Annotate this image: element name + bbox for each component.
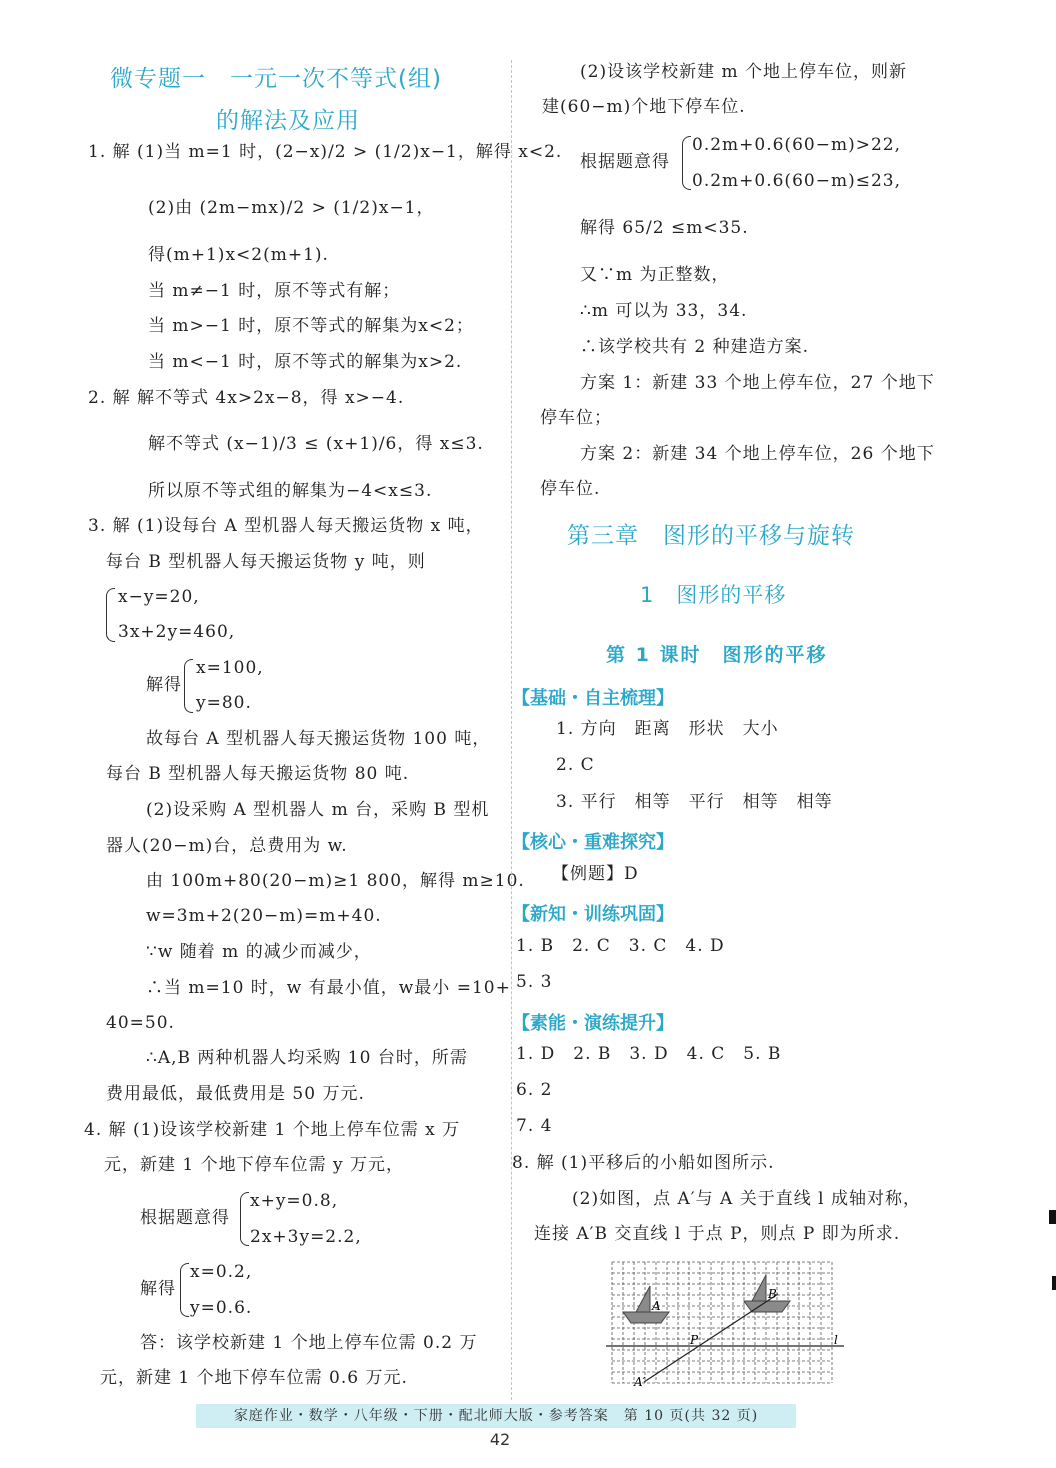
system-brace [180,1263,189,1317]
lesson-title: 第 1 课时 图形的平移 [606,644,828,666]
given-label: 根据题意得 [580,152,670,172]
system-brace [106,588,115,642]
system-brace [240,1192,249,1246]
answer-line: 1. B 2. C 3. C 4. D [516,936,725,956]
answer-4-line1: 4. 解 (1)设该学校新建 1 个地上停车位需 x 万 [84,1120,461,1140]
system-eq: x=0.2, [190,1262,253,1282]
edge-mark [1049,1210,1056,1224]
right-line4: 又∵m 为正整数， [580,265,730,285]
section-header-core: 【核心・重难探究】 [512,832,674,853]
answer-3-line11: 40=50. [106,1013,175,1033]
answer-1-line3: 得(m+1)x<2(m+1). [148,245,329,265]
answer-line: 2. C [556,755,595,775]
answer-line: (2)如图，点 A′与 A 关于直线 l 成轴对称， [572,1189,921,1209]
right-line6: ∴该学校共有 2 种建造方案. [580,337,810,357]
answer-3-line4: 每台 B 型机器人每天搬运货物 80 吨. [106,764,410,784]
answer-2-line3: 所以原不等式组的解集为−4<x≤3. [148,481,433,501]
edge-mark [1052,1276,1056,1290]
answer-line: 8. 解 (1)平移后的小船如图所示. [512,1153,775,1173]
answer-3-line3: 故每台 A 型机器人每天搬运货物 100 吨， [146,729,491,749]
answer-3-line10: ∴当 m=10 时，w 有最小值，w最小 =10+ [146,978,511,998]
answer-1-line1: 1. 解 (1)当 m=1 时，(2−x)/2 > (1/2)x−1，解得 x<2. [88,142,563,162]
section-header-improve: 【素能・演练提升】 [512,1013,674,1034]
system-brace [184,659,193,713]
section-header-basics: 【基础・自主梳理】 [512,688,674,709]
answer-line: 1. 方向 距离 形状 大小 [556,719,779,739]
system-eq: x−y=20, [118,587,200,607]
answer-line: 6. 2 [516,1080,553,1100]
answer-line: 3. 平行 相等 平行 相等 相等 [556,792,833,812]
section-header-practice: 【新知・训练巩固】 [512,904,674,925]
column-divider [511,60,512,1400]
label-b: B [768,1287,777,1301]
topic-title-line2: 的解法及应用 [216,108,360,134]
footer-banner: 家庭作业・数学・八年级・下册・配北师大版・参考答案 第 10 页(共 32 页) [196,1404,796,1428]
answer-3-line1: 3. 解 (1)设每台 A 型机器人每天搬运货物 x 吨， [88,516,484,536]
translated-boat [744,1275,790,1312]
answer-3-line13: 费用最低，最低费用是 50 万元. [106,1084,365,1104]
system-eq: 3x+2y=460, [118,622,236,642]
answer-line: 连接 A′B 交直线 l 于点 P，则点 P 即为所求. [534,1224,901,1244]
chapter-title: 第三章 图形的平移与旋转 [567,523,855,549]
right-line2: 建(60−m)个地下停车位. [542,97,746,117]
right-line1: (2)设该学校新建 m 个地上停车位，则新 [580,62,908,82]
label-a-prime: A′ [634,1375,646,1389]
system-eq: y=0.6. [190,1298,253,1318]
section-title: 1 图形的平移 [640,583,787,607]
system-eq: 0.2m+0.6(60−m)>22, [692,135,901,155]
answer-line: 7. 4 [516,1116,553,1136]
right-line9: 方案 2：新建 34 个地上停车位，26 个地下 [580,444,935,464]
system-eq: 2x+3y=2.2, [250,1227,362,1247]
answer-line: 1. D 2. B 3. D 4. C 5. B [516,1044,782,1064]
topic-title-line1: 微专题一 一元一次不等式(组) [110,66,442,92]
right-line10: 停车位. [540,479,601,499]
label-l: l [834,1333,838,1347]
answer-2-line1: 2. 解 解不等式 4x>2x−8，得 x>−4. [88,388,405,408]
answer-1-line4: 当 m≠−1 时，原不等式有解； [148,281,401,301]
system-eq: x+y=0.8, [250,1191,339,1211]
answer-line: 【例题】D [552,864,639,884]
system-brace [682,136,691,190]
answer-3-line5: (2)设采购 A 型机器人 m 台，采购 B 型机 [146,800,490,820]
answer-4-line4: 元，新建 1 个地下停车位需 0.6 万元. [100,1368,408,1388]
answer-4-line2: 元，新建 1 个地下停车位需 y 万元， [104,1155,405,1175]
answer-3-line6: 器人(20−m)台，总费用为 w. [106,836,348,856]
right-line7: 方案 1：新建 33 个地上停车位，27 个地下 [580,373,935,393]
system-eq: x=100, [196,658,264,678]
answer-1-line6: 当 m<−1 时，原不等式的解集为x>2. [148,352,463,372]
answer-3-line2: 每台 B 型机器人每天搬运货物 y 吨，则 [106,552,426,572]
translation-figure [606,1258,848,1390]
answer-1-line2: (2)由 (2m−mx)/2 > (1/2)x−1， [148,198,435,218]
answer-2-line2: 解不等式 (x−1)/3 ≤ (x+1)/6，得 x≤3. [148,434,484,454]
answer-3-line8: w=3m+2(20−m)=m+40. [146,906,382,926]
right-line5: ∴m 可以为 33，34. [580,301,748,321]
answer-3-line9: ∵w 随着 m 的减少而减少， [146,942,372,962]
system-eq: 0.2m+0.6(60−m)≤23, [692,171,901,191]
system-eq: y=80. [196,693,252,713]
label-a: A [652,1299,661,1313]
answer-1-line5: 当 m>−1 时，原不等式的解集为x<2； [148,316,474,336]
answer-4-line3: 答：该学校新建 1 个地上停车位需 0.2 万 [140,1333,478,1353]
label-p: P [690,1333,699,1347]
right-line3: 解得 65/2 ≤m<35. [580,218,749,238]
answer-line: 5. 3 [516,972,553,992]
page-number: 42 [489,1430,511,1449]
solution-label: 解得 [140,1279,176,1299]
given-label: 根据题意得 [140,1208,230,1228]
answer-3-line12: ∴A,B 两种机器人均采购 10 台时，所需 [146,1048,468,1068]
right-line8: 停车位； [540,408,612,428]
answer-3-line7: 由 100m+80(20−m)≥1 800，解得 m≥10. [146,871,525,891]
original-boat [623,1286,669,1323]
solution-label: 解得 [146,675,182,695]
